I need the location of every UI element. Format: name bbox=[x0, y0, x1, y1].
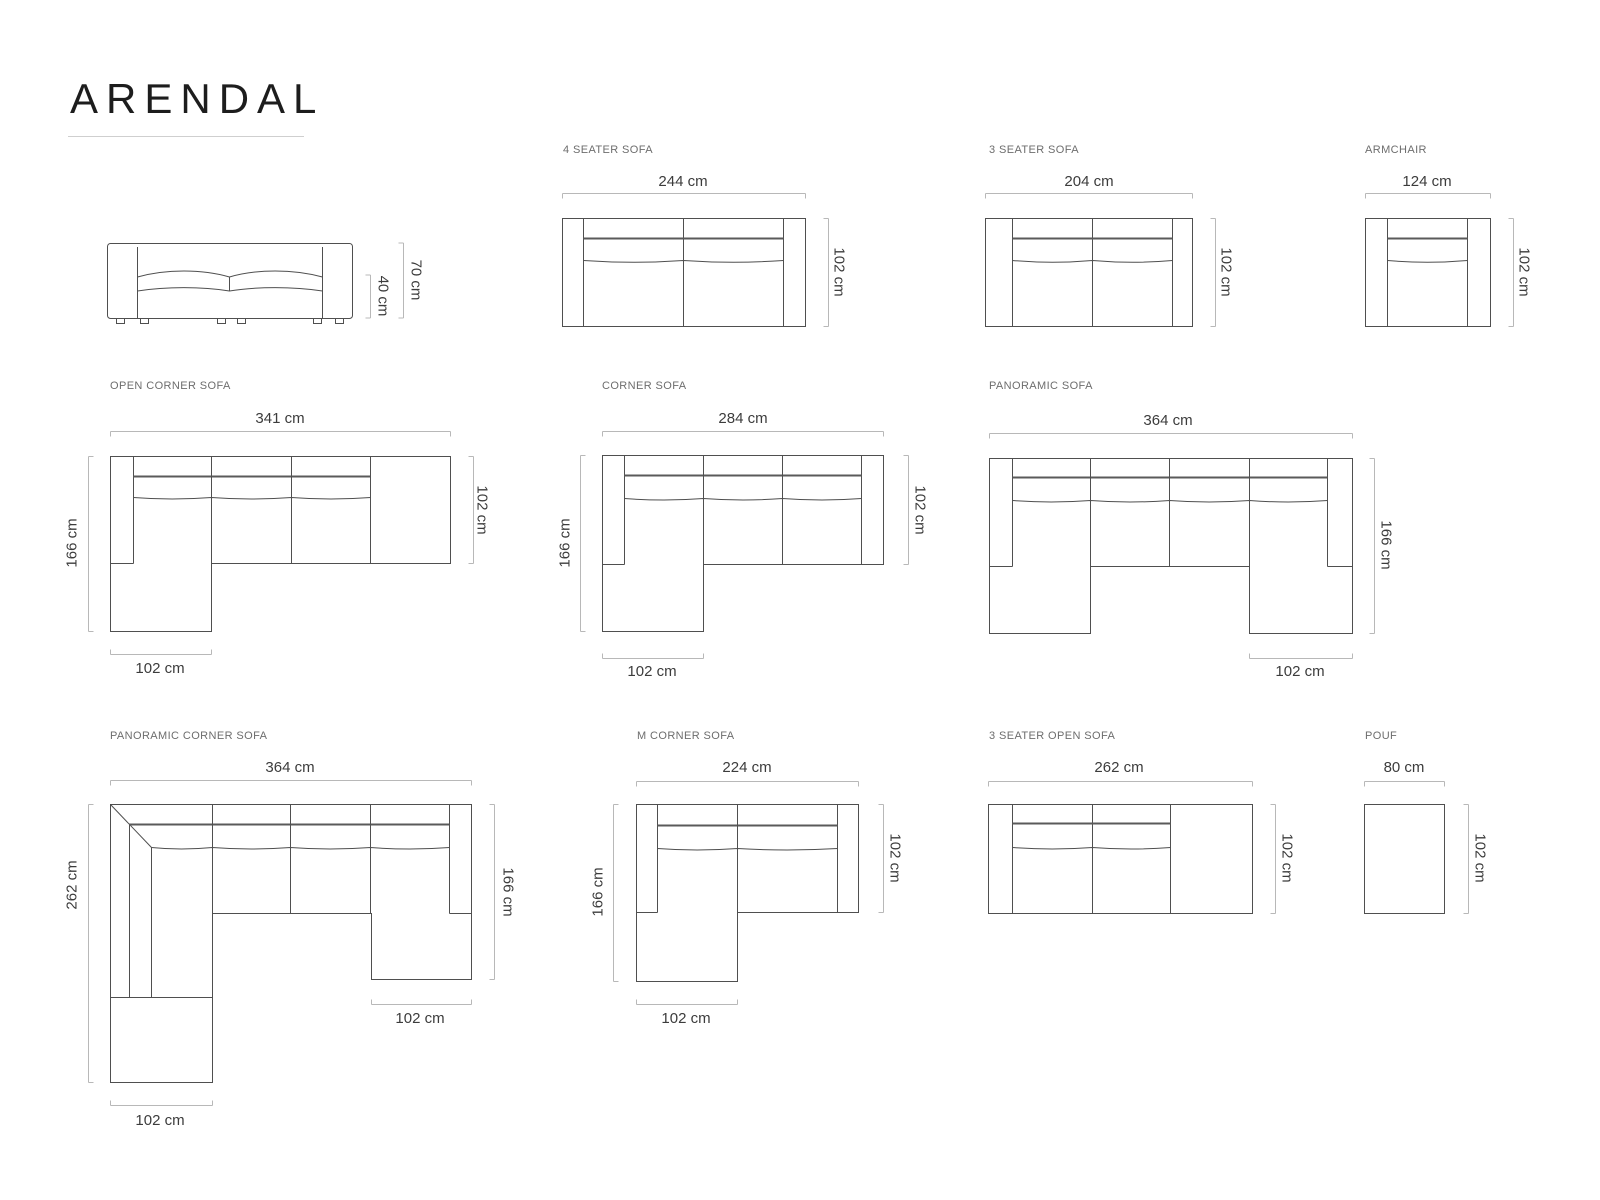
armchair-width-dim: 124 cm bbox=[1402, 173, 1452, 190]
open-corner-width-dim: 341 cm bbox=[255, 410, 305, 427]
corner-side-depth-dim: 102 cm bbox=[911, 485, 929, 535]
pouf-label: POUF bbox=[1365, 730, 1398, 742]
panoramic-depth-dim: 166 cm bbox=[1377, 520, 1395, 570]
dimension-lines bbox=[89, 194, 1514, 1106]
corner-depth-dim: 166 cm bbox=[556, 518, 574, 568]
panoramic-corner-chaise-right-dim: 102 cm bbox=[395, 1010, 445, 1027]
page-title: ARENDAL bbox=[70, 75, 325, 122]
panoramic-sofa-drawing bbox=[990, 459, 1353, 634]
pouf-depth-dim: 102 cm bbox=[1471, 833, 1489, 883]
m-corner-chaise-dim: 102 cm bbox=[661, 1010, 711, 1027]
open-3seater-label: 3 SEATER OPEN SOFA bbox=[989, 730, 1116, 742]
panoramic-corner-chaise-left-dim: 102 cm bbox=[135, 1112, 185, 1129]
m-corner-width-dim: 224 cm bbox=[722, 759, 772, 776]
four-seater-label: 4 SEATER SOFA bbox=[563, 144, 653, 156]
open-3seater-depth-dim: 102 cm bbox=[1278, 833, 1296, 883]
four-seater-sofa-drawing bbox=[563, 219, 806, 327]
corner-label: CORNER SOFA bbox=[602, 380, 687, 392]
panoramic-label: PANORAMIC SOFA bbox=[989, 380, 1093, 392]
m-corner-sofa-drawing bbox=[637, 805, 859, 982]
open-corner-chaise-dim: 102 cm bbox=[135, 660, 185, 677]
four-seater-width-dim: 244 cm bbox=[658, 173, 708, 190]
open-3seater-width-dim: 262 cm bbox=[1094, 759, 1144, 776]
panoramic-corner-sofa-drawing bbox=[111, 805, 472, 1083]
sofa-side-elevation-drawing bbox=[108, 244, 353, 324]
side-height-dim: 70 cm bbox=[407, 259, 425, 301]
three-seater-open-sofa-drawing bbox=[989, 805, 1253, 914]
m-corner-depth-dim: 166 cm bbox=[589, 867, 607, 917]
panoramic-corner-label: PANORAMIC CORNER SOFA bbox=[110, 730, 268, 742]
panoramic-width-dim: 364 cm bbox=[1143, 412, 1193, 429]
four-seater-depth-dim: 102 cm bbox=[830, 247, 848, 297]
three-seater-width-dim: 204 cm bbox=[1064, 173, 1114, 190]
open-corner-sofa-drawing bbox=[111, 457, 451, 632]
pouf-width-dim: 80 cm bbox=[1383, 759, 1425, 776]
corner-sofa-drawing bbox=[603, 456, 884, 632]
corner-width-dim: 284 cm bbox=[718, 410, 768, 427]
m-corner-label: M CORNER SOFA bbox=[637, 730, 735, 742]
corner-chaise-dim: 102 cm bbox=[627, 663, 677, 680]
panoramic-chaise-dim: 102 cm bbox=[1275, 663, 1325, 680]
m-corner-side-depth-dim: 102 cm bbox=[886, 833, 904, 883]
open-corner-side-depth-dim: 102 cm bbox=[473, 485, 491, 535]
armchair-label: ARMCHAIR bbox=[1365, 144, 1427, 156]
panoramic-corner-right-depth-dim: 166 cm bbox=[499, 867, 517, 917]
open-corner-depth-dim: 166 cm bbox=[63, 518, 81, 568]
panoramic-corner-left-depth-dim: 262 cm bbox=[63, 860, 81, 910]
open-corner-label: OPEN CORNER SOFA bbox=[110, 380, 231, 392]
three-seater-sofa-drawing bbox=[986, 219, 1193, 327]
armchair-drawing bbox=[1366, 219, 1491, 327]
pouf-drawing bbox=[1365, 805, 1445, 914]
title-underline bbox=[68, 136, 304, 137]
armchair-depth-dim: 102 cm bbox=[1515, 247, 1533, 297]
three-seater-label: 3 SEATER SOFA bbox=[989, 144, 1079, 156]
side-seat-height-dim: 40 cm bbox=[374, 275, 392, 317]
panoramic-corner-width-dim: 364 cm bbox=[265, 759, 315, 776]
three-seater-depth-dim: 102 cm bbox=[1217, 247, 1235, 297]
